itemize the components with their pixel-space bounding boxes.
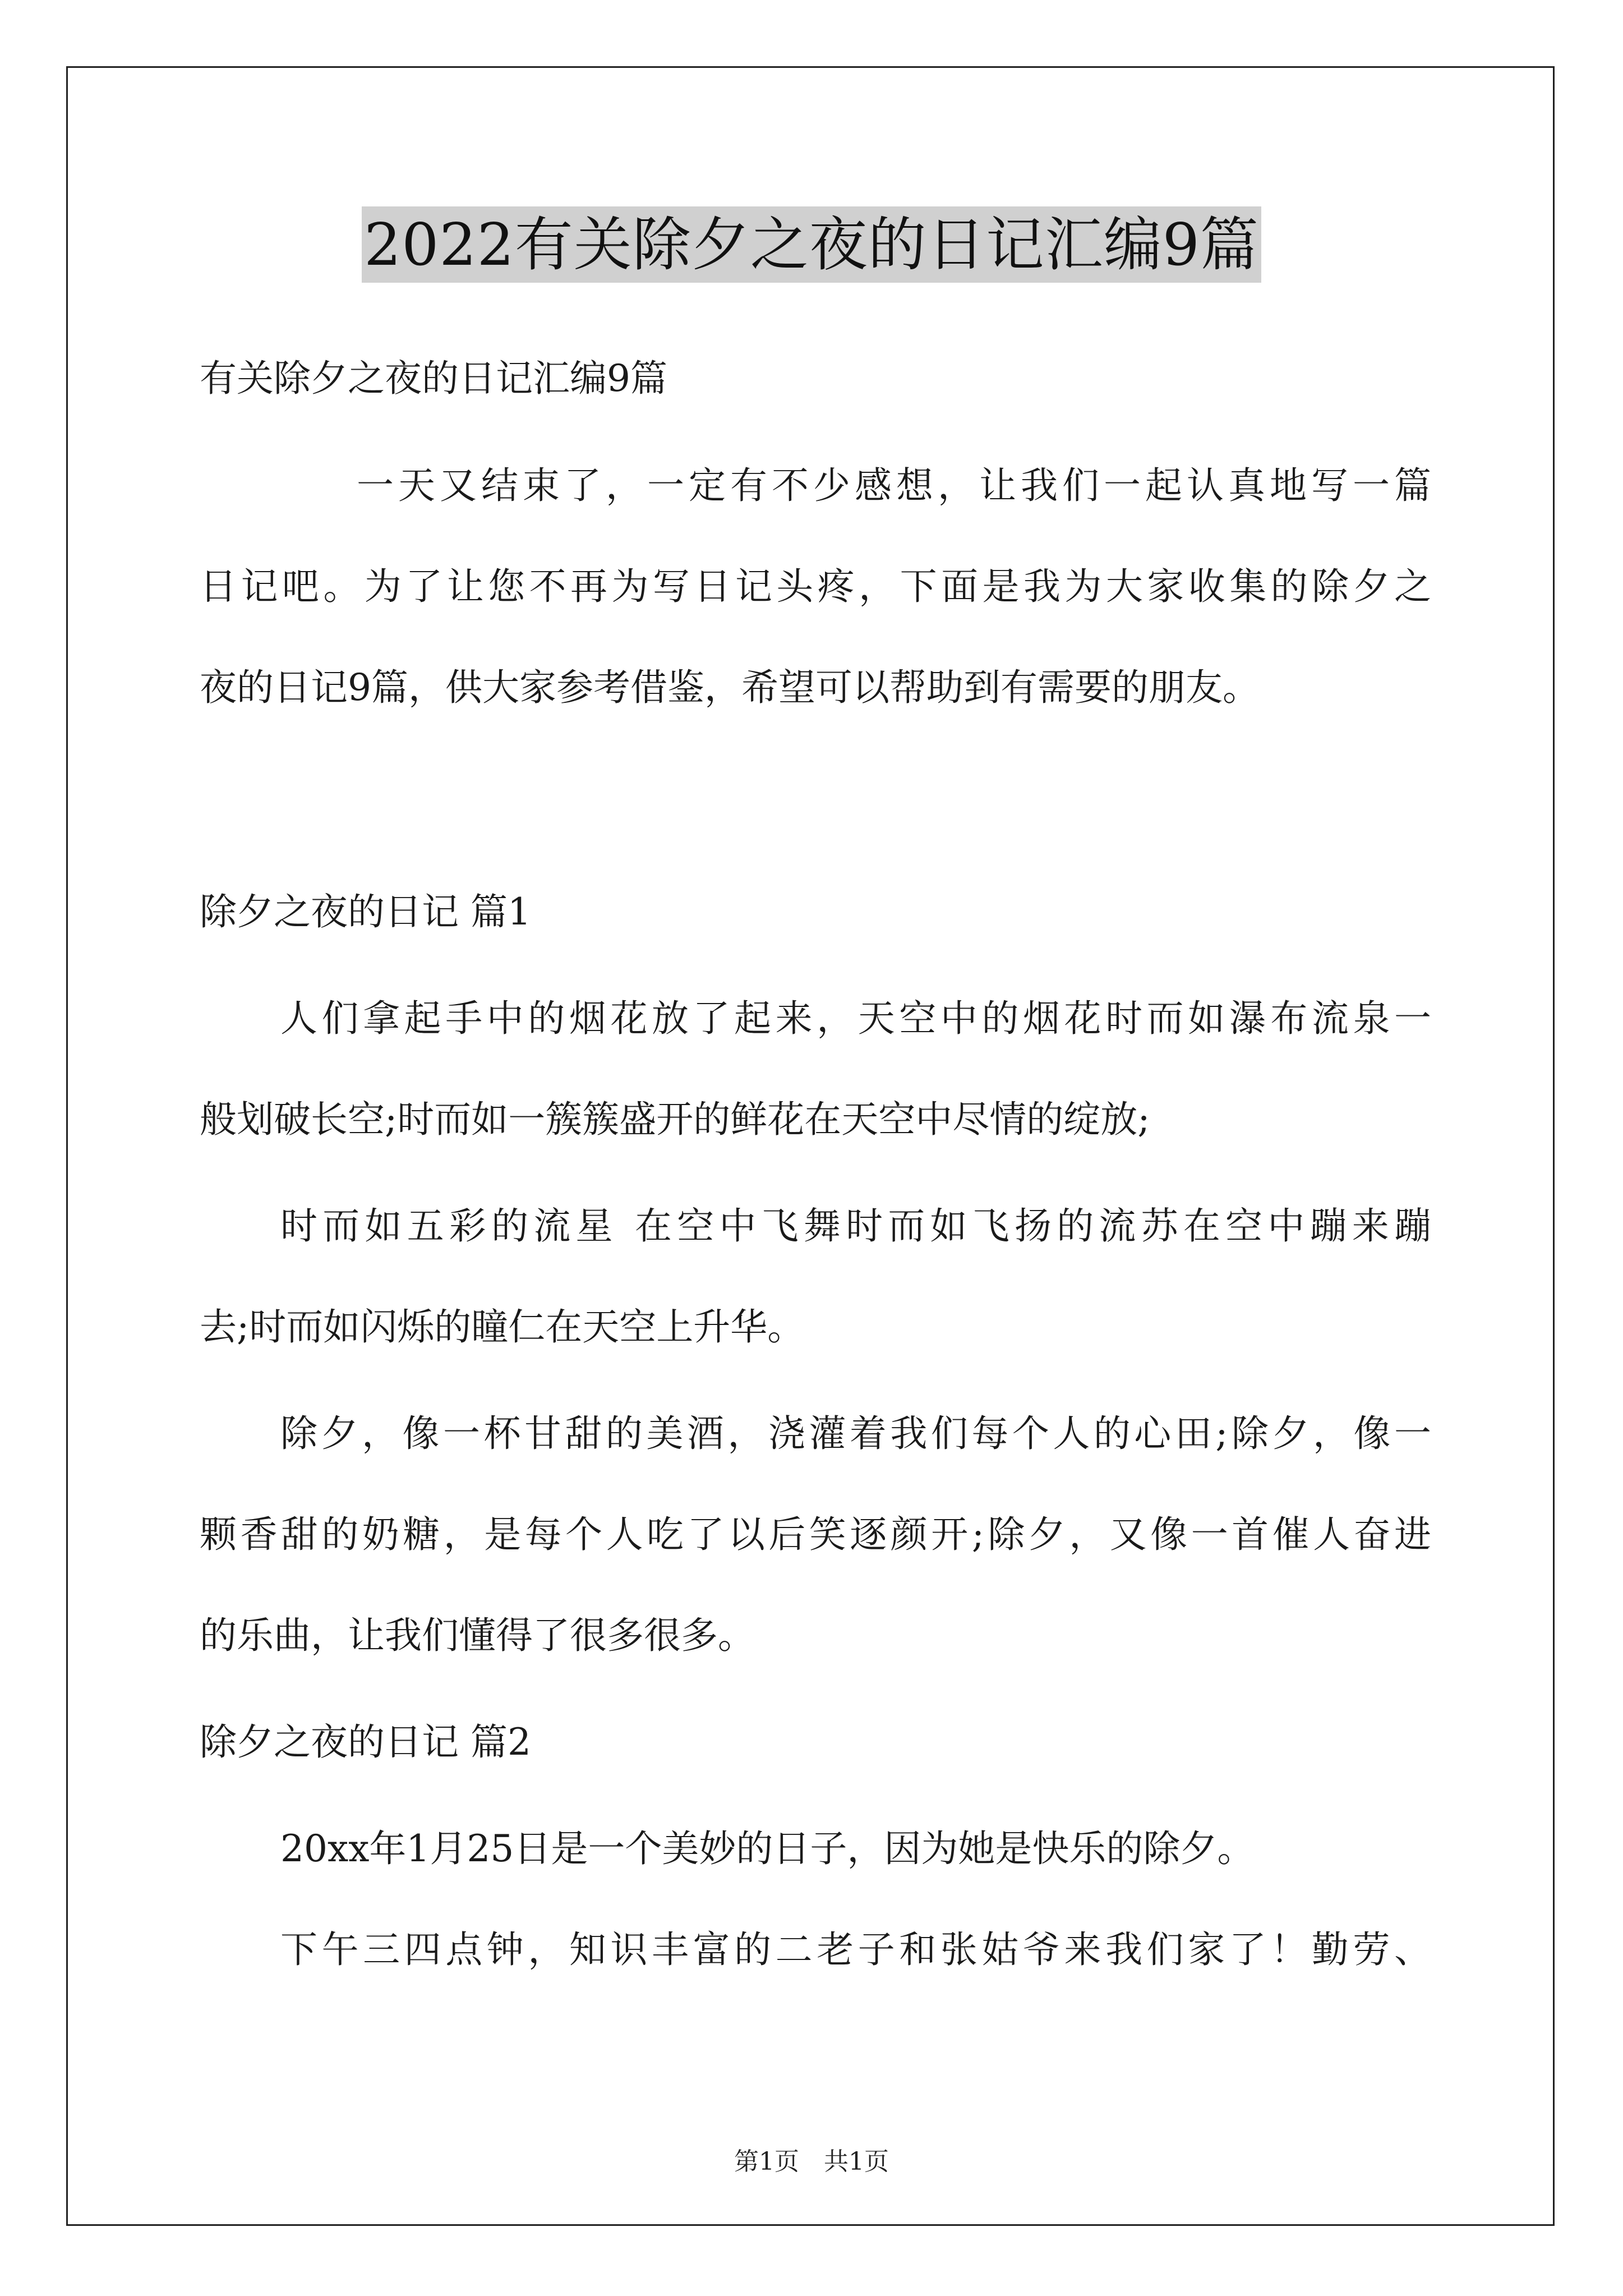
intro-line: 夜的日记9篇，供大家参考借鉴，希望可以帮助到有需要的朋友。 xyxy=(200,666,1260,709)
section-heading: 除夕之夜的日记 篇1 xyxy=(200,890,531,933)
page-footer: 第1页 共1页 xyxy=(734,2147,889,2176)
paragraph-line: 人们拿起手中的烟花放了起来，天空中的烟花时而如瀑布流泉一 xyxy=(280,997,1431,1040)
section-heading: 除夕之夜的日记 篇2 xyxy=(200,1720,531,1764)
document-title: 2022有关除夕之夜的日记汇编9篇 xyxy=(362,206,1261,283)
paragraph-line: 下午三四点钟，知识丰富的二老子和张姑爷来我们家了！勤劳、 xyxy=(280,1928,1431,1971)
paragraph-line: 20xx年1月25日是一个美妙的日子，因为她是快乐的除夕。 xyxy=(280,1827,1255,1870)
paragraph-line: 时而如五彩的流星 在空中飞舞时而如飞扬的流苏在空中蹦来蹦 xyxy=(280,1204,1431,1248)
paragraph-line: 般划破长空;时而如一簇簇盛开的鲜花在天空中尽情的绽放; xyxy=(200,1098,1150,1141)
paragraph-line: 颗香甜的奶糖，是每个人吃了以后笑逐颜开;除夕，又像一首催人奋进 xyxy=(200,1513,1431,1556)
title-container xyxy=(0,206,1623,283)
document-subtitle: 有关除夕之夜的日记汇编9篇 xyxy=(200,357,667,400)
intro-line: 日记吧。为了让您不再为写日记头疼，下面是我为大家收集的除夕之 xyxy=(200,565,1431,608)
paragraph-line: 除夕，像一杯甘甜的美酒，浇灌着我们每个人的心田;除夕，像一 xyxy=(280,1412,1431,1455)
paragraph-line: 的乐曲，让我们懂得了很多很多。 xyxy=(200,1614,755,1657)
intro-line: 一天又结束了，一定有不少感想，让我们一起认真地写一篇 xyxy=(357,464,1431,507)
paragraph-line: 去;时而如闪烁的瞳仁在天空上升华。 xyxy=(200,1305,805,1349)
